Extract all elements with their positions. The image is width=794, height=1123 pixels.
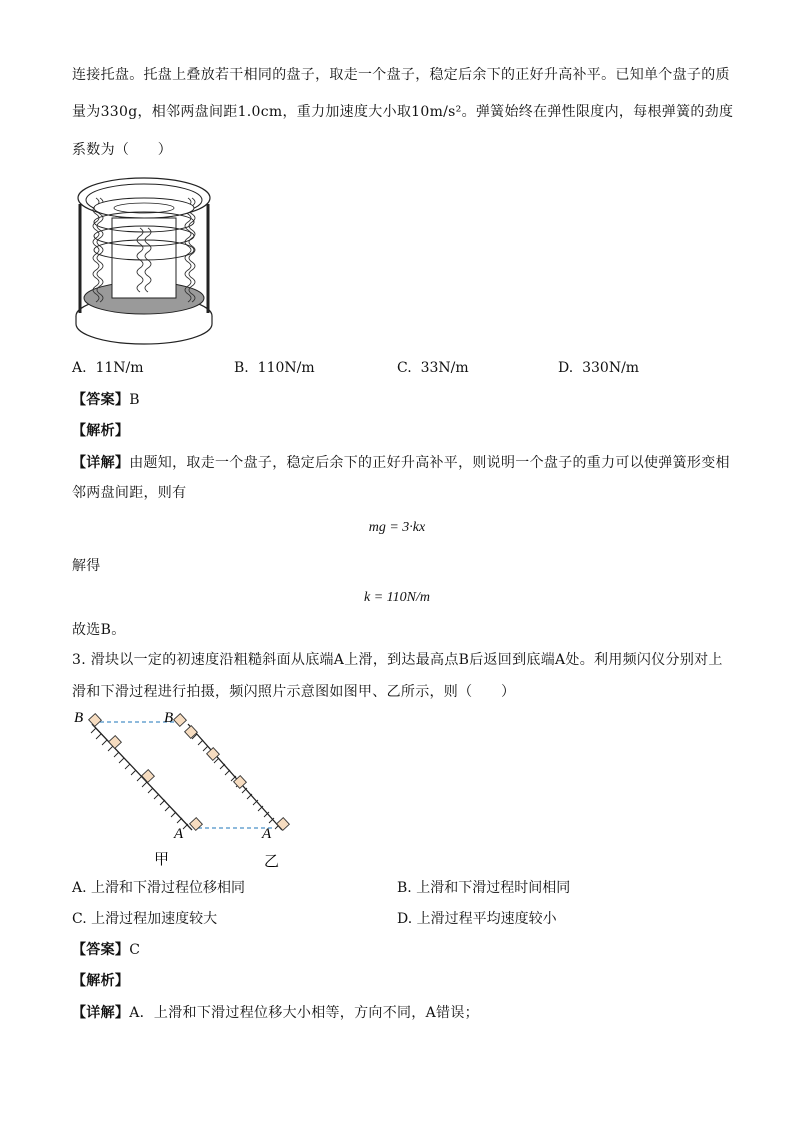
q2-detail-line-1: 【详解】由题知，取走一个盘子，稳定后余下的正好升高补平，则说明一个盘子的重力可以使弹簧形变相: [72, 455, 730, 471]
q2-option-c: C. 33N/m: [397, 360, 469, 376]
q2-analysis-label: 【解析】: [72, 423, 130, 439]
q3-option-d: D. 上滑过程平均速度较小: [397, 911, 557, 927]
q3-detail-line-1: 【详解】A．上滑和下滑过程位移大小相等，方向不同，A错误；: [72, 1005, 479, 1021]
q2-solve: 解得: [72, 558, 101, 574]
caption-yi: 乙: [264, 854, 280, 870]
q2-equation-2: k = 110N/m: [364, 590, 430, 605]
caption-jia: 甲: [154, 852, 170, 868]
label-a-right: A: [262, 826, 272, 842]
q2-stem-line-1: 连接托盘。托盘上叠放若干相同的盘子，取走一个盘子，稳定后余下的正好升高补平。已知单个盘子的质: [72, 67, 730, 83]
q3-option-c: C. 上滑过程加速度较大: [72, 911, 218, 927]
q3-analysis-label: 【解析】: [72, 973, 130, 989]
q3-option-a: A. 上滑和下滑过程位移相同: [72, 880, 246, 896]
q3-answer: 【答案】C: [72, 942, 141, 958]
q2-conclusion: 故选B。: [72, 622, 126, 638]
q2-answer: 【答案】B: [72, 392, 140, 408]
q2-option-d: D. 330N/m: [558, 360, 640, 376]
q2-option-a: A. 11N/m: [72, 360, 144, 376]
q2-equation-1: mg = 3·kx: [368, 520, 426, 535]
q2-stem-line-2: 量为330g，相邻两盘间距1.0cm，重力加速度大小取10m/s²。弹簧始终在弹性限度内，每根弹簧的劲度: [72, 104, 734, 120]
label-b-left: B: [74, 710, 84, 726]
q2-detail-line-2: 邻两盘间距，则有: [72, 485, 187, 501]
q2-option-b: B. 110N/m: [234, 360, 315, 376]
incline-strobe-figure: [70, 706, 300, 871]
q2-stem-line-3: 系数为（ ）: [72, 142, 173, 158]
q3-stem-line-2: 滑和下滑过程进行拍摄，频闪照片示意图如图甲、乙所示，则（ ）: [72, 684, 516, 700]
q3-option-b: B. 上滑和下滑过程时间相同: [397, 880, 571, 896]
label-b-right: B: [164, 710, 174, 726]
plate-dispenser-figure: [70, 168, 220, 348]
q3-stem-line-1: 3. 滑块以一定的初速度沿粗糙斜面从底端A上滑，到达最高点B后返回到底端A处。利用频闪仪分别对上: [72, 652, 723, 668]
label-a-left: A: [174, 826, 184, 842]
